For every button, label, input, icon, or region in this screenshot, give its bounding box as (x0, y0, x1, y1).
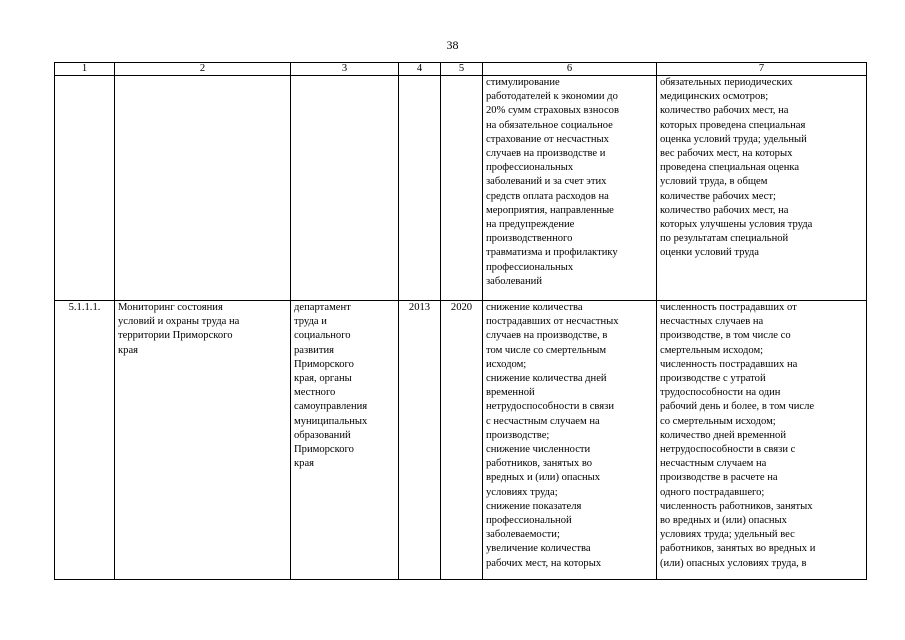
text-line: стимулирование (486, 77, 560, 88)
column-number: 7 (657, 63, 867, 76)
text-line: количестве рабочих мест; (660, 190, 776, 202)
table-row (55, 76, 867, 301)
text-line: профессиональных (486, 261, 574, 273)
text-line: на обязательное социальное (486, 119, 613, 131)
text-line: условиях труда; удельный вес (660, 529, 795, 541)
start-year-cell (399, 76, 441, 301)
text-line: оценка условий труда; удельный (660, 133, 807, 145)
text-line: нетрудоспособности в связи (486, 401, 615, 413)
text-line: которых проведена специальная (660, 119, 806, 131)
text-line: снижение количества дней (486, 373, 607, 385)
text-line: края, органы (294, 373, 352, 385)
column-number: 3 (291, 63, 399, 76)
text-line: мероприятия, направленные (486, 204, 614, 216)
measures-table (54, 62, 867, 580)
column-number: 1 (55, 63, 115, 76)
text-line: трудоспособности на один (660, 387, 781, 399)
page-number: 38 (446, 38, 459, 52)
measure-name-cell (115, 76, 291, 301)
text-line: производстве с утратой (660, 373, 766, 385)
start-year-cell: 2013 (399, 301, 441, 580)
text-line: заболеваний и за счет этих (486, 176, 607, 188)
indicators-cell (657, 301, 867, 580)
column-number: 2 (115, 63, 291, 76)
end-year-cell (441, 76, 483, 301)
text-line: развития (294, 344, 335, 356)
text-line: несчастным случаем на (660, 458, 767, 470)
text-line: (или) опасных условиях труда, в (660, 557, 807, 569)
text-line: средств оплата расходов на (486, 190, 609, 202)
text-line: производственного (486, 233, 573, 245)
responsible-cell (291, 76, 399, 301)
text-line: которых улучшены условия труда (660, 219, 813, 231)
text-line: местного (294, 387, 336, 399)
text-line: численность пострадавших на (660, 358, 798, 370)
column-number: 5 (441, 63, 483, 76)
text-line: образований (294, 429, 351, 441)
text-line: травматизма и профилактику (486, 247, 618, 259)
text-line: территории Приморского (118, 330, 233, 342)
text-line: 5.1.1.1. (68, 302, 101, 313)
text-line: численность пострадавших от (660, 302, 797, 313)
text-line: снижение численности (486, 444, 591, 456)
text-line: труда и (294, 316, 327, 328)
text-line: том числе со смертельным (486, 344, 607, 356)
text-line: Приморского (294, 444, 354, 456)
text-line: обязательных периодических (660, 77, 793, 88)
text-line: пострадавших от несчастных (486, 316, 619, 328)
text-line: Приморского (294, 358, 354, 370)
end-year-cell: 2020 (441, 301, 483, 580)
text-line: департамент (294, 302, 351, 313)
measure-name-cell (115, 301, 291, 580)
text-line: численность работников, занятых (660, 500, 813, 512)
text-line: со смертельным исходом; (660, 415, 776, 427)
text-line: количество рабочих мест, на (660, 105, 789, 117)
expected-result-cell (483, 301, 657, 580)
text-line: случаев на производстве, в (486, 330, 608, 342)
text-line: производстве; (486, 429, 550, 441)
item-number-cell (55, 76, 115, 301)
column-number-row (55, 63, 867, 76)
text-line: исходом; (486, 358, 527, 370)
text-line: рабочих мест, на которых (486, 557, 602, 569)
text-line: муниципальных (294, 415, 368, 427)
text-line: медицинских осмотров; (660, 91, 769, 103)
text-line: увеличение количества (486, 543, 591, 555)
text-line: условий и охраны труда на (118, 316, 240, 328)
text-line: смертельным исходом; (660, 344, 764, 356)
text-line: работников, занятых во вредных и (660, 543, 816, 555)
column-number: 4 (399, 63, 441, 76)
text-line: рабочий день и более, в том числе (660, 401, 815, 413)
text-line: самоуправления (294, 401, 368, 413)
text-line: работников, занятых во (486, 458, 593, 470)
text-line: количество рабочих мест, на (660, 204, 789, 216)
column-number: 6 (483, 63, 657, 76)
text-line: края (294, 458, 315, 470)
text-line: снижение показателя (486, 500, 582, 512)
text-line: временной (486, 387, 535, 399)
text-line: Мониторинг состояния (118, 302, 223, 313)
text-line: количество дней временной (660, 429, 787, 441)
text-line: проведена специальная оценка (660, 162, 800, 174)
text-line: оценки условий труда (660, 247, 760, 259)
text-line: вес рабочих мест, на которых (660, 148, 793, 160)
text-line: профессиональных (486, 162, 574, 174)
text-line: по результатам специальной (660, 233, 789, 245)
text-line: случаев на производстве и (486, 148, 606, 160)
text-line: края (118, 344, 139, 356)
responsible-cell (291, 301, 399, 580)
text-line: условиях труда; (486, 486, 558, 498)
text-line: профессиональной (486, 515, 572, 527)
text-line: нетрудоспособности в связи с (660, 444, 796, 456)
text-line: на предупреждение (486, 219, 575, 231)
text-line: одного пострадавшего; (660, 486, 765, 498)
text-line: заболеваний (486, 275, 542, 287)
text-line: страхование от несчастных (486, 133, 609, 145)
text-line: несчастных случаев на (660, 316, 764, 328)
text-line: условий труда, в общем (660, 176, 768, 188)
expected-result-cell (483, 76, 657, 301)
text-line: производстве в расчете на (660, 472, 778, 484)
text-line: социального (294, 330, 351, 342)
text-line: во вредных и (или) опасных (660, 515, 787, 527)
item-number-cell (55, 301, 115, 580)
text-line: заболеваемости; (486, 529, 560, 541)
indicators-cell (657, 76, 867, 301)
text-line: работодателей к экономии до (486, 91, 618, 103)
table-row (55, 301, 867, 580)
text-line: производстве, в том числе со (660, 330, 791, 342)
text-line: с несчастным случаем на (486, 415, 600, 427)
text-line: 20% сумм страховых взносов (486, 105, 619, 117)
text-line: вредных и (или) опасных (486, 472, 601, 484)
text-line: снижение количества (486, 302, 583, 313)
